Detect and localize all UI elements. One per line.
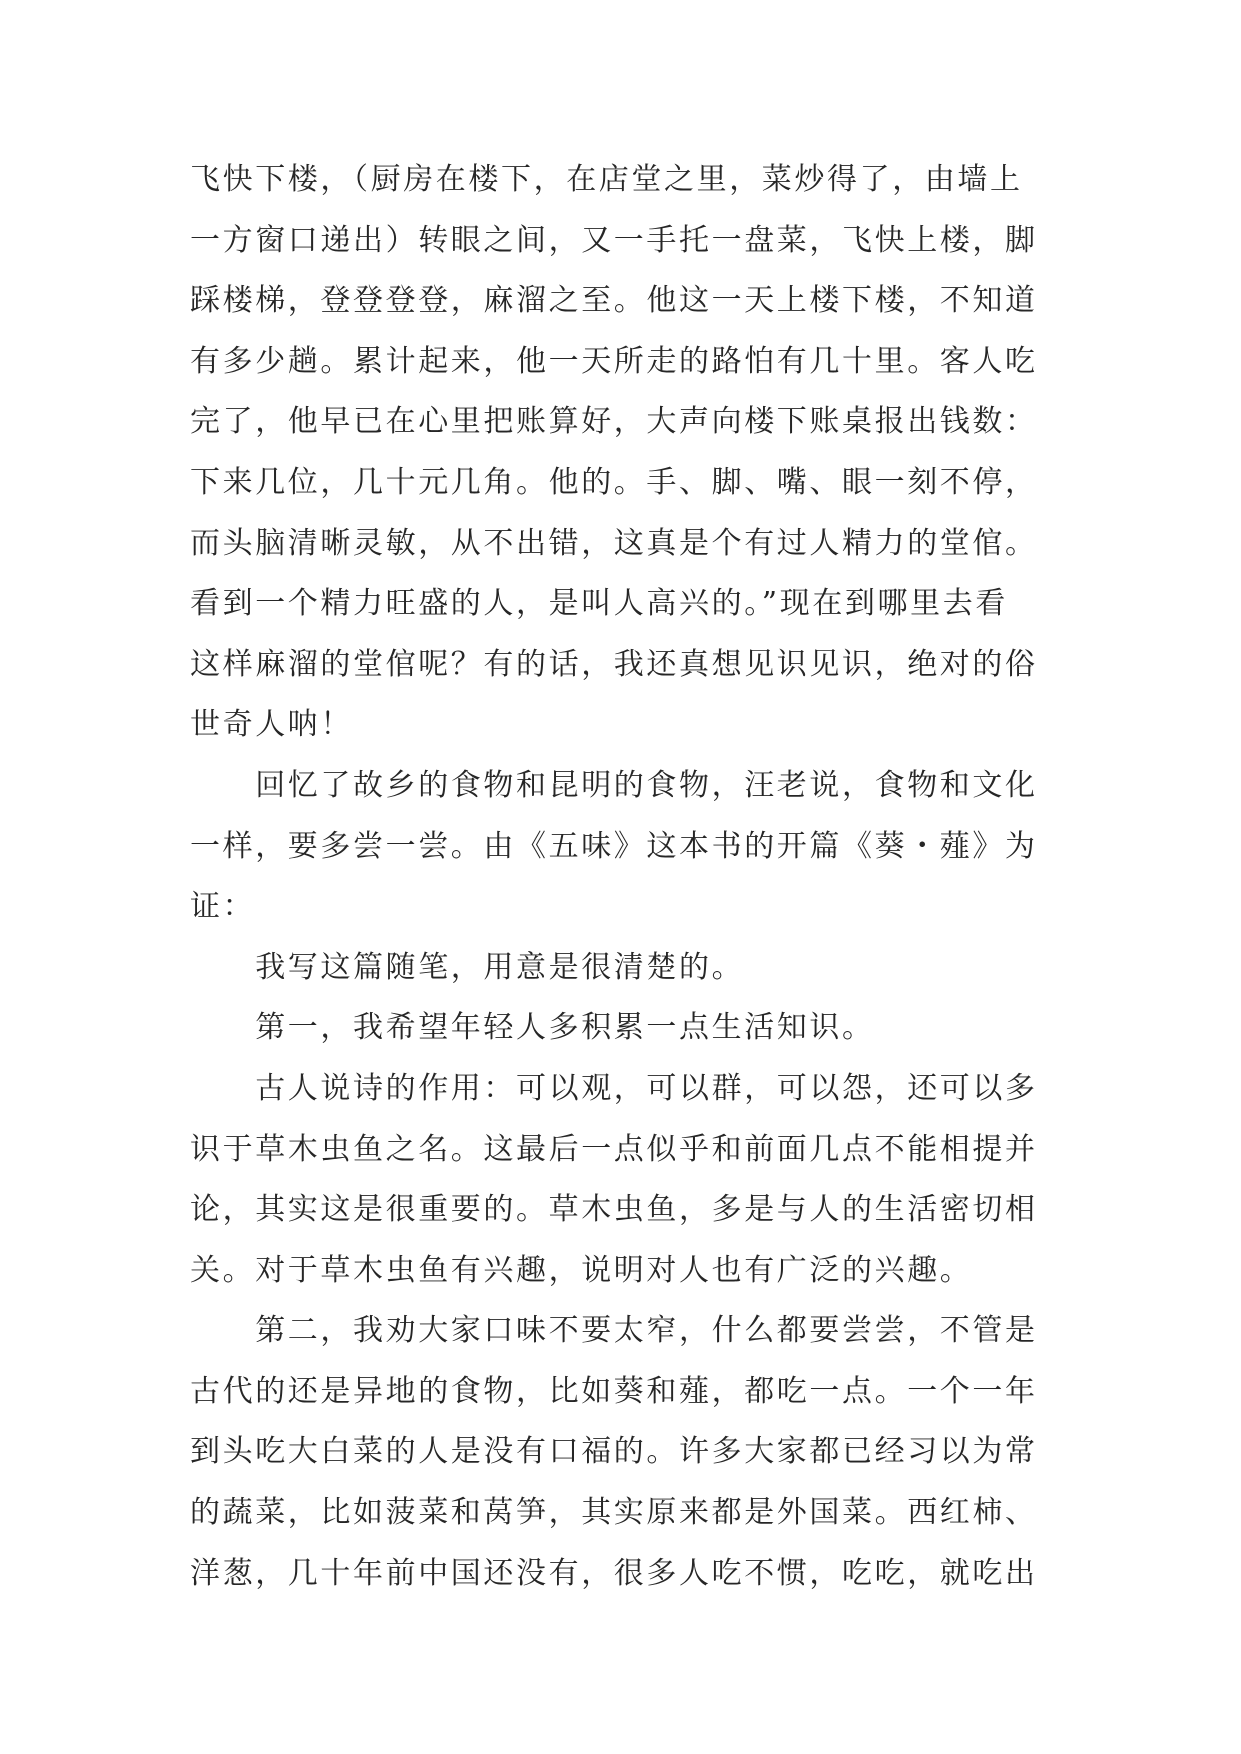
text-line: 一方窗口递出）转眼之间，又一手托一盘菜，飞快上楼，脚 — [190, 222, 1038, 258]
text-line: 世奇人呐！ — [190, 707, 353, 743]
text-line: 古人说诗的作用：可以观，可以群，可以怨，还可以多 — [190, 1070, 1038, 1106]
body-text — [190, 150, 1070, 1604]
text-line: 踩楼梯，登登登登，麻溜之至。他这一天上楼下楼，不知道 — [190, 283, 1038, 319]
text-line: 第二，我劝大家口味不要太窄，什么都要尝尝，不管是 — [190, 1313, 1038, 1349]
text-line: 完了，他早已在心里把账算好，大声向楼下账桌报出钱数： — [190, 404, 1038, 440]
text-line: 飞快下楼，（厨房在楼下，在店堂之里，菜炒得了，由墙上 — [190, 162, 1023, 197]
text-line: 古代的还是异地的食物，比如葵和薤，都吃一点。一个一年 — [190, 1373, 1038, 1409]
text-line: 到头吃大白菜的人是没有口福的。许多大家都已经习以为常 — [190, 1434, 1038, 1470]
text-line: 一样，要多尝一尝。由《五味》这本书的开篇《葵・薤》为 — [190, 828, 1038, 864]
text-line: 我写这篇随笔，用意是很清楚的。 — [190, 949, 745, 985]
text-line: 回忆了故乡的食物和昆明的食物，汪老说，食物和文化 — [190, 767, 1038, 803]
text-line: 看到一个精力旺盛的人，是叫人高兴的。”现在到哪里去看 — [190, 586, 1008, 622]
text-line: 证： — [190, 889, 256, 925]
text-line: 下来几位，几十元几角。他的。手、脚、嘴、眼一刻不停， — [190, 464, 1038, 500]
text-line: 第一，我希望年轻人多积累一点生活知识。 — [190, 1010, 875, 1046]
text-line: 论，其实这是很重要的。草木虫鱼，多是与人的生活密切相 — [190, 1192, 1038, 1228]
text-line: 洋葱，几十年前中国还没有，很多人吃不惯，吃吃，就吃出 — [190, 1555, 1038, 1591]
text-line: 的蔬菜，比如菠菜和莴笋，其实原来都是外国菜。西红柿、 — [190, 1495, 1038, 1531]
text-line: 识于草木虫鱼之名。这最后一点似乎和前面几点不能相提并 — [190, 1131, 1038, 1167]
text-line: 有多少趟。累计起来，他一天所走的路怕有几十里。客人吃 — [190, 343, 1038, 379]
text-line: 关。对于草木虫鱼有兴趣，说明对人也有广泛的兴趣。 — [190, 1252, 973, 1288]
text-line: 而头脑清晰灵敏，从不出错，这真是个有过人精力的堂倌。 — [190, 525, 1038, 561]
text-line: 这样麻溜的堂倌呢？有的话，我还真想见识见识，绝对的俗 — [190, 646, 1038, 682]
